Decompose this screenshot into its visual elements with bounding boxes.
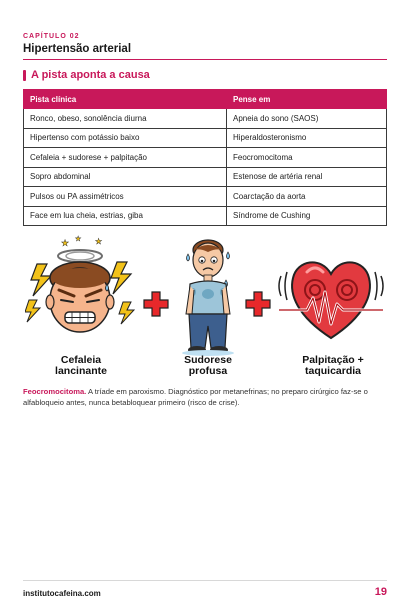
- note-highlight: Feocromocitoma.: [23, 387, 87, 396]
- triad-illustration: [23, 234, 387, 384]
- table-cell-think: Apneia do sono (SAOS): [227, 109, 387, 129]
- plus-icon: [143, 291, 169, 317]
- table-cell-think: Coarctação da aorta: [227, 187, 387, 207]
- pounding-heart-icon: [277, 246, 385, 346]
- clinical-note: [23, 387, 387, 408]
- table-row: [24, 187, 387, 207]
- table-cell-clue: Ronco, obeso, sonolência diurna: [24, 109, 227, 129]
- section-marker: [23, 70, 26, 81]
- table-cell-clue: Face em lua cheia, estrias, giba: [24, 206, 227, 226]
- table-cell-clue: Pulsos ou PA assimétricos: [24, 187, 227, 207]
- caption-line: Cefaleia: [60, 354, 102, 366]
- table-row: [24, 167, 387, 187]
- table-row: [24, 206, 387, 226]
- caption-headache: [31, 355, 131, 377]
- table-row: [24, 148, 387, 168]
- table-header-row: [24, 90, 387, 109]
- table-cell-clue: Hipertenso com potássio baixo: [24, 128, 227, 148]
- caption-sweating: [158, 355, 258, 377]
- caption-line: lancinante: [55, 365, 107, 377]
- table-cell-clue: Cefaleia + sudorese + palpitação: [24, 148, 227, 168]
- chapter-divider: [23, 59, 387, 60]
- sweating-man-icon: [176, 236, 240, 356]
- svg-text:★: ★: [61, 239, 70, 249]
- chapter-kicker: CAPÍTULO 02: [23, 33, 80, 40]
- headache-face-icon: [25, 234, 135, 349]
- svg-text:★: ★: [95, 237, 103, 246]
- caption-line: Palpitação +: [302, 354, 364, 366]
- table-header-think: Pense em: [227, 90, 387, 109]
- caption-line: taquicardia: [304, 365, 362, 377]
- caption-palpitation: [281, 355, 385, 377]
- section-title: A pista aponta a causa: [31, 69, 150, 81]
- table-cell-think: Feocromocitoma: [227, 148, 387, 168]
- svg-text:★: ★: [75, 235, 82, 243]
- chapter-title: Hipertensão arterial: [23, 43, 132, 55]
- table-cell-think: Estenose de artéria renal: [227, 167, 387, 187]
- table-row: [24, 128, 387, 148]
- clue-table: [23, 89, 387, 226]
- table-cell-clue: Sopro abdominal: [24, 167, 227, 187]
- table-row: [24, 109, 387, 129]
- page-number: 19: [374, 586, 387, 598]
- caption-line: profusa: [188, 365, 228, 377]
- table-header-clue: Pista clínica: [24, 90, 227, 109]
- caption-line: Sudorese: [184, 354, 232, 366]
- footer-site-link[interactable]: institutocafeina.com: [23, 589, 101, 598]
- plus-icon: [245, 291, 271, 317]
- table-cell-think: Síndrome de Cushing: [227, 206, 387, 226]
- table-cell-think: Hiperaldosteronismo: [227, 128, 387, 148]
- footer-divider: [23, 580, 387, 581]
- note-text: A tríade em paroxismo. Diagnóstico por metanefrinas; no preparo cirúrgico faz-se o alfabloqueio antes, nunca betabloquear primeiro (risco de crise).: [23, 387, 368, 407]
